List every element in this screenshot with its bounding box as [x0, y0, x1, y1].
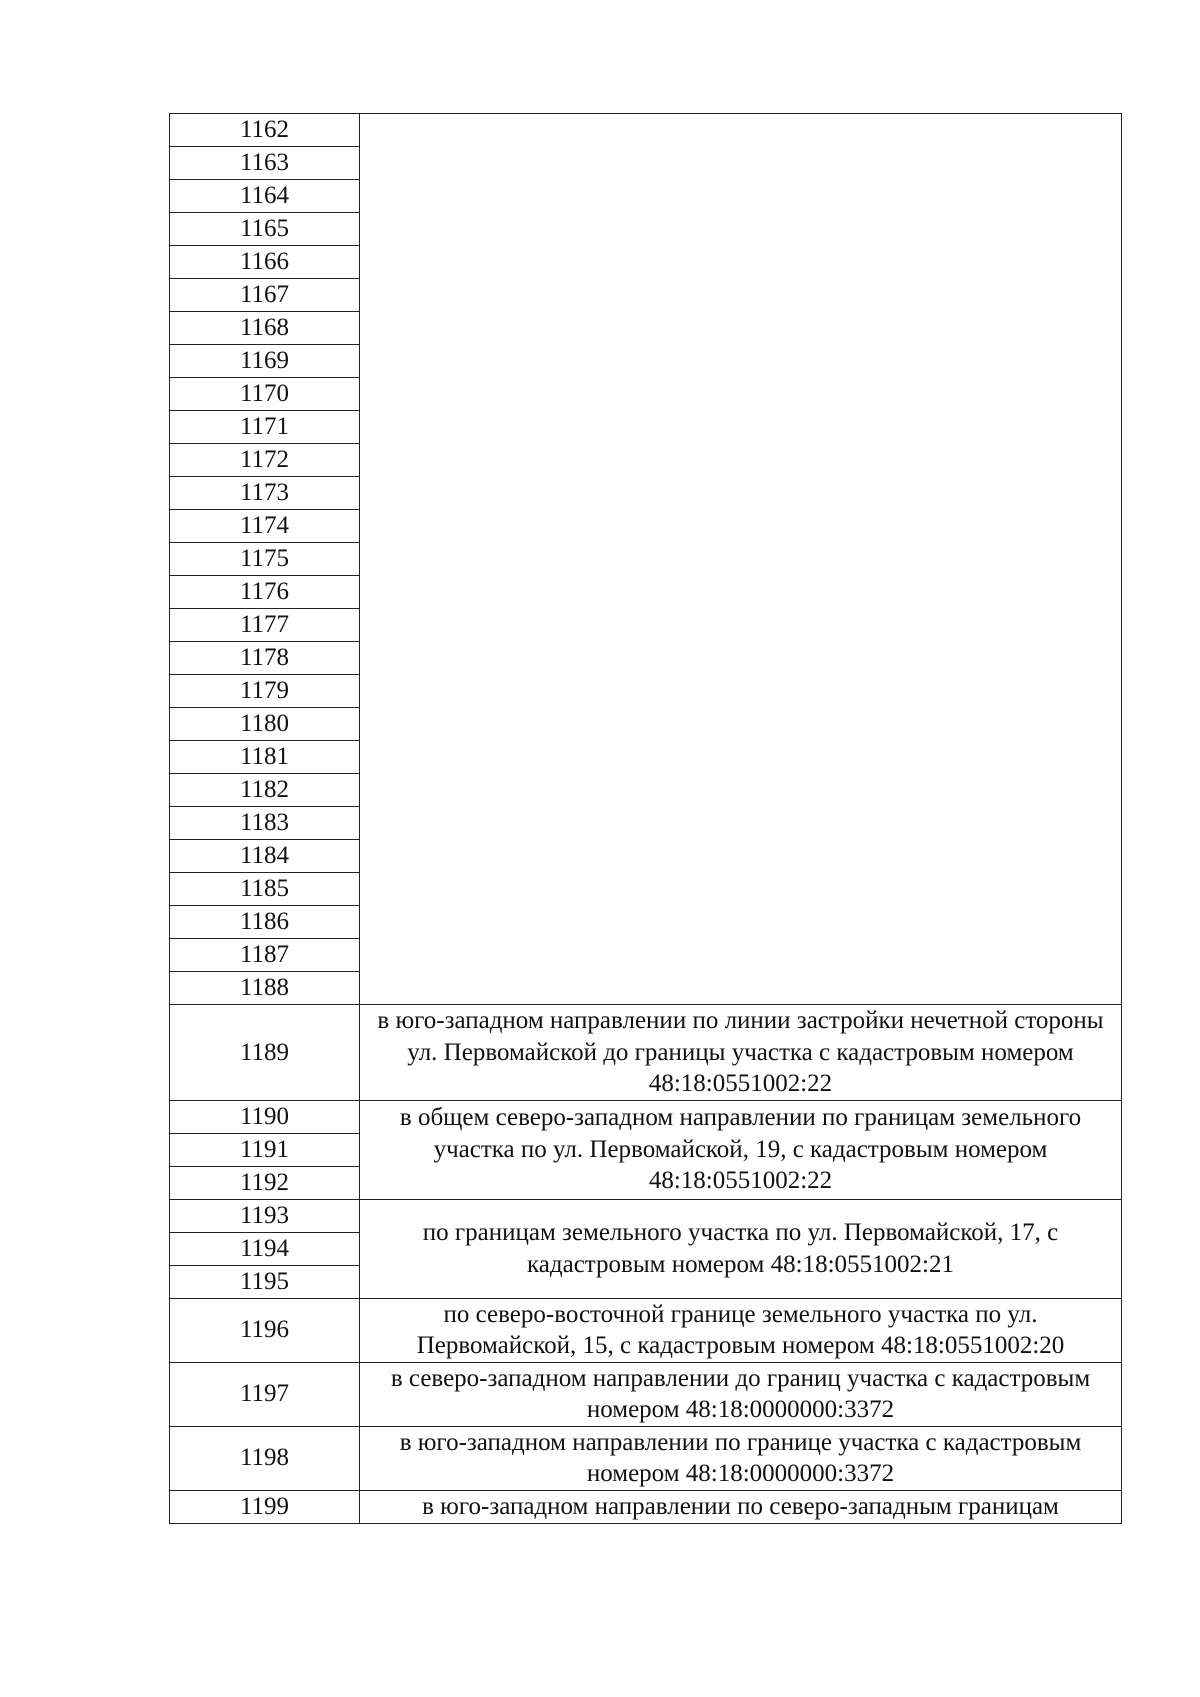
- point-number-cell: 1172: [170, 444, 360, 477]
- boundary-description-table: [169, 113, 1122, 1524]
- description-cell: в северо-западном направлении до границ участка с кадастровым номером 48:18:0000000:3372: [360, 1362, 1122, 1426]
- point-number-cell: 1190: [170, 1100, 360, 1133]
- point-number-cell: 1186: [170, 906, 360, 939]
- point-number-cell: 1196: [170, 1298, 360, 1362]
- point-number-cell: 1181: [170, 741, 360, 774]
- point-number-cell: 1173: [170, 477, 360, 510]
- table-row: [170, 1490, 1122, 1523]
- point-number-cell: 1182: [170, 774, 360, 807]
- point-number-cell: 1183: [170, 807, 360, 840]
- point-number-cell: 1195: [170, 1265, 360, 1298]
- point-number-cell: 1192: [170, 1166, 360, 1199]
- point-number-cell: 1188: [170, 972, 360, 1005]
- description-cell: в юго-западном направлении по линии застройки нечетной стороны ул. Первомайской до границы участка с кадастровым номером 48:18:0551002:22: [360, 1005, 1122, 1101]
- point-number-cell: 1191: [170, 1133, 360, 1166]
- table-row: [170, 1362, 1122, 1426]
- point-number-cell: 1170: [170, 378, 360, 411]
- description-cell: в общем северо-западном направлении по границам земельного участка по ул. Первомайской, 19, с кадастровым номером 48:18:0551002:22: [360, 1100, 1122, 1199]
- point-number-cell: 1176: [170, 576, 360, 609]
- table-row: [170, 114, 1122, 147]
- point-number-cell: 1166: [170, 246, 360, 279]
- description-cell: по северо-восточной границе земельного участка по ул. Первомайской, 15, с кадастровым номером 48:18:0551002:20: [360, 1298, 1122, 1362]
- table-row: [170, 1298, 1122, 1362]
- point-number-cell: 1180: [170, 708, 360, 741]
- table-row: [170, 1100, 1122, 1133]
- point-number-cell: 1162: [170, 114, 360, 147]
- point-number-cell: 1199: [170, 1490, 360, 1523]
- point-number-cell: 1163: [170, 147, 360, 180]
- point-number-cell: 1193: [170, 1199, 360, 1232]
- point-number-cell: 1198: [170, 1426, 360, 1490]
- point-number-cell: 1185: [170, 873, 360, 906]
- point-number-cell: 1171: [170, 411, 360, 444]
- table-row: [170, 1426, 1122, 1490]
- point-number-cell: 1175: [170, 543, 360, 576]
- point-number-cell: 1169: [170, 345, 360, 378]
- point-number-cell: 1174: [170, 510, 360, 543]
- description-cell: в юго-западном направлении по границе участка с кадастровым номером 48:18:0000000:3372: [360, 1426, 1122, 1490]
- point-number-cell: 1187: [170, 939, 360, 972]
- point-number-cell: 1179: [170, 675, 360, 708]
- table-row: [170, 1005, 1122, 1101]
- point-number-cell: 1194: [170, 1232, 360, 1265]
- point-number-cell: 1167: [170, 279, 360, 312]
- empty-description-cell: [360, 114, 1122, 1005]
- description-cell: по границам земельного участка по ул. Первомайской, 17, с кадастровым номером 48:18:0551002:21: [360, 1199, 1122, 1298]
- point-number-cell: 1164: [170, 180, 360, 213]
- point-number-cell: 1178: [170, 642, 360, 675]
- point-number-cell: 1184: [170, 840, 360, 873]
- point-number-cell: 1189: [170, 1005, 360, 1101]
- point-number-cell: 1197: [170, 1362, 360, 1426]
- table-row: [170, 1199, 1122, 1232]
- point-number-cell: 1177: [170, 609, 360, 642]
- point-number-cell: 1168: [170, 312, 360, 345]
- description-cell: в юго-западном направлении по северо-западным границам: [360, 1490, 1122, 1523]
- point-number-cell: 1165: [170, 213, 360, 246]
